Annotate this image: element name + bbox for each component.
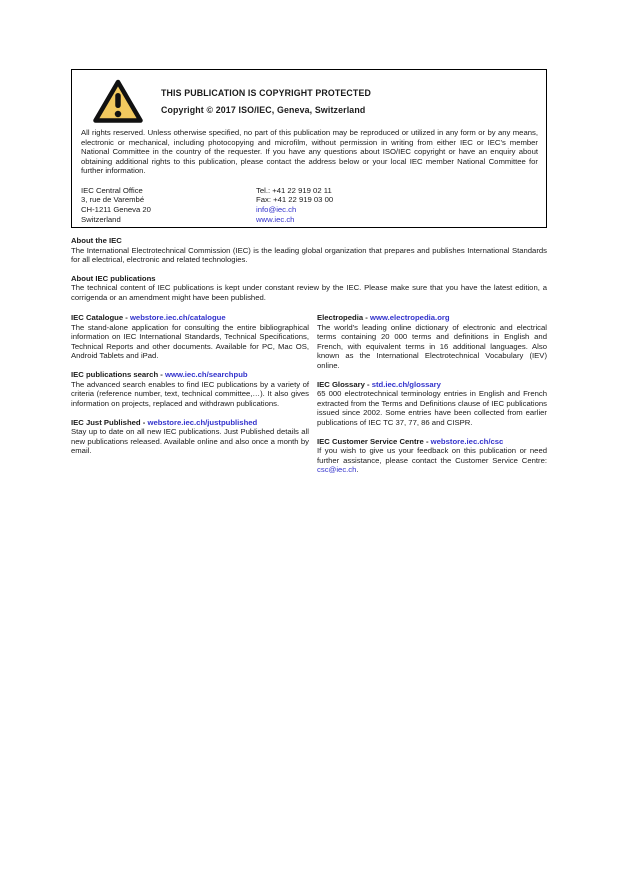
resource-heading [71, 418, 309, 428]
csc-email-link[interactable]: csc@iec.ch [317, 465, 357, 474]
about-publications-heading: About IEC publications [71, 273, 156, 283]
about-iec-section [71, 236, 547, 265]
resource-name: IEC Catalogue - [71, 313, 128, 322]
main-content [71, 236, 547, 484]
copyright-box-header [72, 70, 546, 125]
contact-column [256, 186, 333, 225]
csc-link[interactable]: webstore.iec.ch/csc [430, 436, 504, 446]
about-iec-heading: About the IEC [71, 236, 122, 245]
resource-just-published [71, 418, 309, 456]
resource-name: IEC Customer Service Centre - [317, 436, 429, 446]
copyright-titles [161, 85, 371, 118]
catalogue-link[interactable]: webstore.iec.ch/catalogue [129, 313, 226, 322]
resources-column-left [71, 313, 309, 484]
resource-glossary [317, 380, 547, 428]
resources-columns [71, 313, 547, 484]
resources-column-right [317, 313, 547, 484]
about-iec-body: The International Electrotechnical Commission (IEC) is the leading global organization that prepares and publishes International Standards for all electrical, electronic and related technologies. [71, 245, 547, 264]
resource-body: The world's leading online dictionary of electronic and electrical terms containing 20 000 terms and definitions in English and French, with equivalent terms in 16 additional languages. Also known as the International Electrotechnical Vocabulary (IEV) online. [317, 322, 547, 370]
resource-publications-search [71, 370, 309, 408]
resource-iec-catalogue [71, 313, 309, 361]
resource-body: Stay up to date on all new IEC publications. Just Published details all new publications released. Available online and also once a month by email. [71, 427, 309, 455]
tel-line: Tel.: +41 22 919 02 11 [256, 185, 332, 195]
info-email-link[interactable]: info@iec.ch [256, 204, 297, 214]
about-publications-section [71, 274, 547, 303]
about-publications-body: The technical content of IEC publications is kept under constant review by the IEC. Please make sure that you have the latest edition, a corrigenda or an amendment might have been published. [71, 283, 547, 302]
warning-triangle-icon [92, 78, 144, 125]
electropedia-link[interactable]: www.electropedia.org [369, 313, 450, 322]
resource-name: IEC Just Published - [71, 417, 146, 427]
address-line-street: 3, rue de Varembé [81, 195, 145, 205]
copyright-notice: All rights reserved. Unless otherwise specified, no part of this publication may be reproduced or utilized in any form or by any means, electronic or mechanical, including photocopying and microfilm, without permission in writing from either IEC or IEC's member National Committee in the country of the requester. If you have any questions about ISO/IEC copyright or have an enquiry about obtaining additional rights to this publication, please contact the address below or your local IEC member National Committee for further information. [81, 128, 538, 175]
address-block [81, 186, 538, 225]
resource-body: The stand-alone application for consulting the entire bibliographical information on IEC International Standards, Technical Specifications, Technical Reports and other documents. Available for PC, Mac OS, Android Tablets and iPad. [71, 322, 309, 360]
copyright-subtitle: Copyright © 2017 ISO/IEC, Geneva, Switzerland [161, 104, 366, 115]
glossary-link[interactable]: std.iec.ch/glossary [371, 379, 441, 389]
resource-heading [317, 313, 547, 323]
resource-heading [317, 380, 547, 390]
copyright-box [71, 69, 547, 228]
resource-body: 65 000 electrotechnical terminology entries in English and French extracted from the Terms and Definitions clause of IEC publications issued since 2002. Some entries have been collected from earlier publications of IEC TC 37, 77, 86 and CISPR. [317, 389, 547, 427]
iec-website-link[interactable]: www.iec.ch [256, 214, 295, 224]
justpublished-link[interactable]: webstore.iec.ch/justpublished [147, 417, 258, 427]
resource-name: Electropedia - [317, 313, 368, 322]
address-line-office: IEC Central Office [81, 185, 143, 195]
resource-name: IEC Glossary - [317, 379, 370, 389]
address-line-city: CH-1211 Geneva 20 [81, 204, 151, 214]
resource-customer-service [317, 437, 547, 475]
resource-heading [317, 437, 547, 447]
searchpub-link[interactable]: www.iec.ch/searchpub [165, 370, 248, 379]
resource-body: The advanced search enables to find IEC publications by a variety of criteria (reference number, text, technical committee,…). It also gives information on projects, replaced and withdrawn publications. [71, 379, 309, 408]
csc-body-suffix: . [356, 465, 359, 474]
fax-line: Fax: +41 22 919 03 00 [256, 195, 334, 205]
resource-electropedia [317, 313, 547, 370]
copyright-title: THIS PUBLICATION IS COPYRIGHT PROTECTED [161, 88, 371, 98]
csc-body-text: If you wish to give us your feedback on this publication or need further assistance, please contact the Customer Service Centre: [317, 446, 547, 465]
address-line-country: Switzerland [81, 214, 121, 224]
resource-heading [71, 370, 309, 380]
resource-heading [71, 313, 309, 323]
address-column [81, 186, 256, 225]
resource-name: IEC publications search - [71, 370, 163, 379]
resource-body [317, 446, 547, 475]
